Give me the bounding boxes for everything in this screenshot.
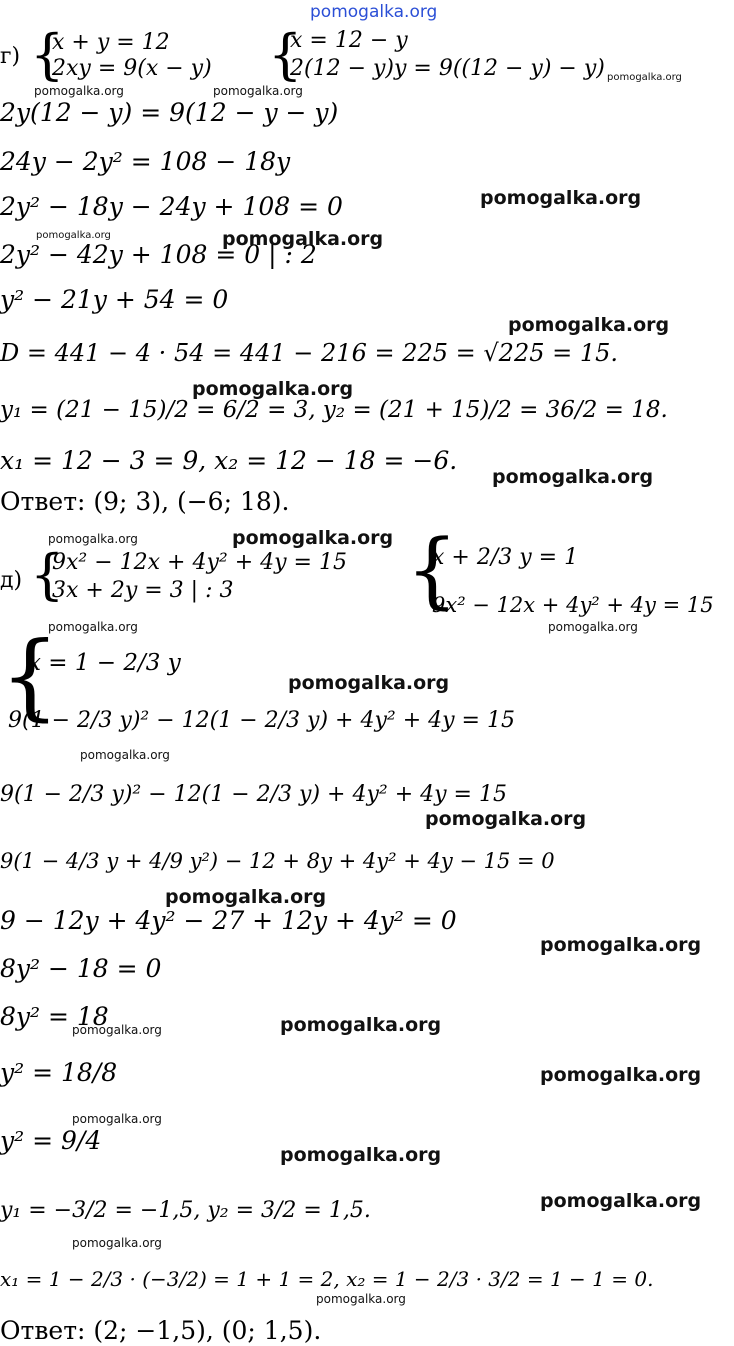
equation-line: 9(1 − 4/3 y + 4/9 y²) − 12 + 8y + 4y² + 4y − 15 = 0 bbox=[0, 849, 555, 873]
system-g-eq1: x + y = 12 bbox=[52, 30, 170, 55]
answer-g: Ответ: (9; 3), (−6; 18). bbox=[0, 487, 290, 516]
watermark: pomogalka.org bbox=[48, 532, 138, 546]
watermark: pomogalka.org bbox=[72, 1236, 162, 1250]
watermark: pomogalka.org bbox=[280, 1014, 442, 1036]
system-brace: { bbox=[268, 23, 303, 86]
watermark: pomogalka.org bbox=[540, 1064, 702, 1086]
watermark: pomogalka.org bbox=[80, 748, 170, 762]
watermark: pomogalka.org bbox=[165, 886, 327, 908]
system-brace: { bbox=[0, 622, 60, 731]
system-g2-eq2: 2(12 − y)y = 9((12 − y) − y) bbox=[290, 56, 605, 81]
equation-line: 2y² − 18y − 24y + 108 = 0 bbox=[0, 192, 343, 221]
system-d-eq2: 3x + 2y = 3 | : 3 bbox=[52, 578, 234, 603]
equation-line: 24y − 2y² = 108 − 18y bbox=[0, 147, 291, 176]
equation-line: 9(1 − 2/3 y)² − 12(1 − 2/3 y) + 4y² + 4y = 15 bbox=[0, 782, 507, 807]
equation-line: 8y² = 18 bbox=[0, 1002, 109, 1031]
roots-y-line: y₁ = (21 − 15)/2 = 6/2 = 3, y₂ = (21 + 15)/2 = 36/2 = 18. bbox=[0, 397, 668, 423]
equation-line: y² = 18/8 bbox=[0, 1058, 118, 1087]
watermark: pomogalka.org bbox=[540, 934, 702, 956]
system-brace: { bbox=[30, 23, 65, 86]
watermark: pomogalka.org bbox=[607, 72, 682, 83]
part-d-label: д) bbox=[0, 568, 23, 593]
watermark: pomogalka.org bbox=[480, 187, 642, 209]
watermark: pomogalka.org bbox=[213, 84, 303, 98]
equation-line: 2y(12 − y) = 9(12 − y − y) bbox=[0, 98, 339, 127]
watermark: pomogalka.org bbox=[492, 466, 654, 488]
watermark: pomogalka.org bbox=[72, 1112, 162, 1126]
watermark: pomogalka.org bbox=[316, 1292, 406, 1306]
watermark: pomogalka.org bbox=[540, 1190, 702, 1212]
equation-line: 8y² − 18 = 0 bbox=[0, 954, 162, 983]
watermark: pomogalka.org bbox=[280, 1144, 442, 1166]
roots-x-line: x₁ = 12 − 3 = 9, x₂ = 12 − 18 = −6. bbox=[0, 446, 458, 475]
equation-line: y² − 21y + 54 = 0 bbox=[0, 285, 229, 314]
roots-x-line: x₁ = 1 − 2/3 · (−3/2) = 1 + 1 = 2, x₂ = 1 − 2/3 · 3/2 = 1 − 1 = 0. bbox=[0, 1267, 654, 1291]
system-d3-eq2: 9(1 − 2/3 y)² − 12(1 − 2/3 y) + 4y² + 4y = 15 bbox=[8, 708, 515, 733]
watermark-top[interactable]: pomogalka.org bbox=[310, 2, 438, 22]
watermark: pomogalka.org bbox=[508, 314, 670, 336]
discriminant-line: D = 441 − 4 · 54 = 441 − 216 = 225 = √225 = 15. bbox=[0, 339, 619, 367]
system-brace: { bbox=[30, 543, 65, 606]
system-d3-eq1: x = 1 − 2/3 y bbox=[28, 650, 181, 676]
system-d2-eq2: 9x² − 12x + 4y² + 4y = 15 bbox=[432, 593, 714, 617]
equation-line: 9 − 12y + 4y² − 27 + 12y + 4y² = 0 bbox=[0, 906, 457, 935]
system-d2-eq1: x + 2/3 y = 1 bbox=[432, 545, 579, 570]
equation-line: 2y² − 42y + 108 = 0 | : 2 bbox=[0, 240, 317, 269]
watermark: pomogalka.org bbox=[222, 228, 384, 250]
watermark: pomogalka.org bbox=[48, 620, 138, 634]
system-brace: { bbox=[406, 523, 459, 618]
watermark: pomogalka.org bbox=[192, 378, 354, 400]
watermark: pomogalka.org bbox=[288, 672, 450, 694]
roots-y-line: y₁ = −3/2 = −1,5, y₂ = 3/2 = 1,5. bbox=[0, 1198, 371, 1223]
watermark: pomogalka.org bbox=[548, 620, 638, 634]
watermark: pomogalka.org bbox=[72, 1023, 162, 1037]
watermark: pomogalka.org bbox=[425, 808, 587, 830]
answer-d: Ответ: (2; −1,5), (0; 1,5). bbox=[0, 1316, 322, 1345]
system-d-eq1: 9x² − 12x + 4y² + 4y = 15 bbox=[52, 550, 347, 575]
system-g-eq2: 2xy = 9(x − y) bbox=[52, 56, 212, 81]
system-g2-eq1: x = 12 − y bbox=[290, 28, 408, 53]
equation-line: y² = 9/4 bbox=[0, 1126, 102, 1155]
watermark: pomogalka.org bbox=[232, 527, 394, 549]
watermark: pomogalka.org bbox=[34, 84, 124, 98]
part-g-label: г) bbox=[0, 44, 21, 69]
watermark: pomogalka.org bbox=[36, 230, 111, 241]
